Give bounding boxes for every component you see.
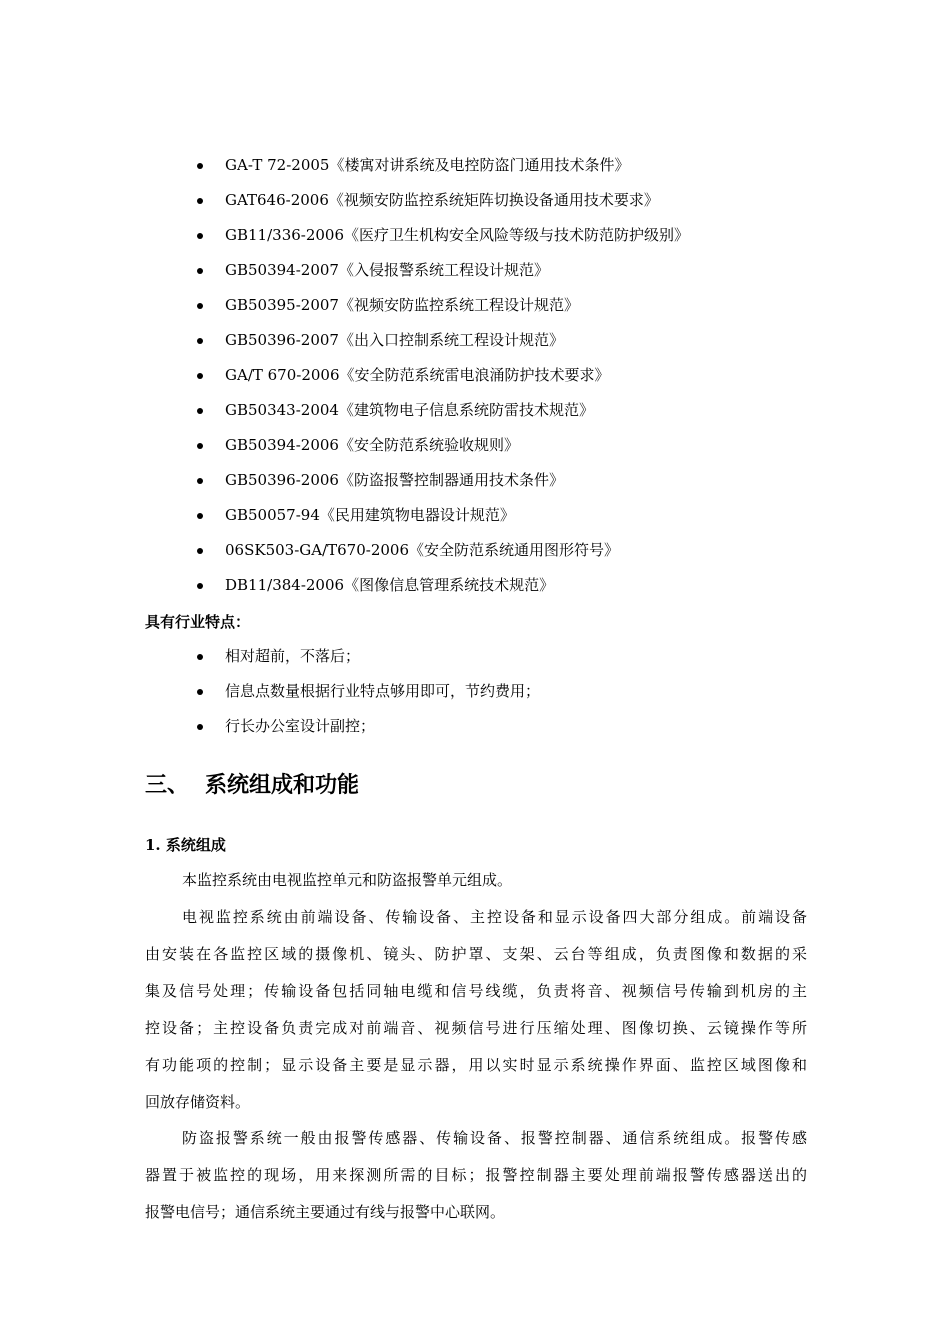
paragraph-line: 防盗报警系统一般由报警传感器、传输设备、报警控制器、通信系统组成。报警传感 bbox=[182, 1129, 807, 1147]
list-item bbox=[145, 288, 825, 323]
standard-text: GAT646-2006《视频安防监控系统矩阵切换设备通用技术要求》 bbox=[225, 191, 659, 209]
standard-text: GA-T 72-2005《楼寓对讲系统及电控防盗门通用技术条件》 bbox=[225, 156, 630, 174]
bullet-icon bbox=[197, 478, 203, 484]
bullet-icon bbox=[197, 583, 203, 589]
standard-text: GB50057-94《民用建筑物电器设计规范》 bbox=[225, 506, 515, 524]
list-item bbox=[145, 253, 825, 288]
bullet-icon bbox=[197, 198, 203, 204]
paragraph-line: 本监控系统由电视监控单元和防盗报警单元组成。 bbox=[182, 871, 513, 889]
paragraph-line: 电视监控系统由前端设备、传输设备、主控设备和显示设备四大部分组成。前端设备 bbox=[182, 908, 807, 926]
paragraph bbox=[145, 899, 807, 1121]
standard-text: GA/T 670-2006《安全防范系统雷电浪涌防护技术要求》 bbox=[225, 366, 610, 384]
standard-text: GB50394-2007《入侵报警系统工程设计规范》 bbox=[225, 261, 549, 279]
bullet-icon bbox=[197, 513, 203, 519]
list-item bbox=[145, 323, 825, 358]
paragraph bbox=[145, 862, 807, 899]
bullet-icon bbox=[197, 233, 203, 239]
list-item bbox=[145, 358, 825, 393]
list-item bbox=[145, 709, 825, 744]
bullet-icon bbox=[197, 654, 203, 660]
feature-text: 相对超前，不落后； bbox=[225, 647, 361, 665]
list-item bbox=[145, 393, 825, 428]
feature-text: 信息点数量根据行业特点够用即可，节约费用； bbox=[225, 682, 541, 700]
standards-list bbox=[145, 148, 825, 603]
standard-text: GB50396-2007《出入口控制系统工程设计规范》 bbox=[225, 331, 564, 349]
standard-text: GB50343-2004《建筑物电子信息系统防雷技术规范》 bbox=[225, 401, 594, 419]
paragraph-line: 集及信号处理；传输设备包括同轴电缆和信号线缆，负责将音、视频信号传输到机房的主 bbox=[145, 982, 807, 1000]
list-item bbox=[145, 498, 825, 533]
bullet-icon bbox=[197, 303, 203, 309]
paragraph-line: 器置于被监控的现场，用来探测所需的目标；报警控制器主要处理前端报警传感器送出的 bbox=[145, 1166, 807, 1184]
paragraph-line: 控设备；主控设备负责完成对前端音、视频信号进行压缩处理、图像切换、云镜操作等所 bbox=[145, 1019, 807, 1037]
list-item bbox=[145, 568, 825, 603]
list-item bbox=[145, 218, 825, 253]
paragraph-line: 由安装在各监控区域的摄像机、镜头、防护罩、支架、云台等组成，负责图像和数据的采 bbox=[145, 945, 807, 963]
bullet-icon bbox=[197, 163, 203, 169]
standard-text: GB11/336-2006《医疗卫生机构安全风险等级与技术防范防护级别》 bbox=[225, 226, 690, 244]
standard-text: GB50394-2006《安全防范系统验收规则》 bbox=[225, 436, 519, 454]
bullet-icon bbox=[197, 689, 203, 695]
bullet-icon bbox=[197, 373, 203, 379]
standard-text: 06SK503-GA/T670-2006《安全防范系统通用图形符号》 bbox=[225, 541, 620, 559]
list-item bbox=[145, 463, 825, 498]
bullet-icon bbox=[197, 724, 203, 730]
section-heading-text: 系统组成和功能 bbox=[205, 772, 360, 798]
list-item bbox=[145, 428, 825, 463]
feature-text: 行长办公室设计副控； bbox=[225, 717, 376, 735]
features-list bbox=[145, 639, 825, 744]
standard-text: GB50395-2007《视频安防监控系统工程设计规范》 bbox=[225, 296, 579, 314]
subsection-heading: 1. 系统组成 bbox=[145, 836, 226, 854]
standard-text: DB11/384-2006《图像信息管理系统技术规范》 bbox=[225, 576, 555, 594]
paragraph-line: 回放存储资料。 bbox=[145, 1093, 251, 1111]
standard-text: GB50396-2006《防盗报警控制器通用技术条件》 bbox=[225, 471, 564, 489]
features-heading: 具有行业特点： bbox=[145, 613, 251, 631]
bullet-icon bbox=[197, 408, 203, 414]
bullet-icon bbox=[197, 548, 203, 554]
paragraph bbox=[145, 1120, 807, 1231]
list-item bbox=[145, 639, 825, 674]
section-number: 三、 bbox=[145, 772, 190, 798]
paragraph-line: 有功能项的控制；显示设备主要是显示器，用以实时显示系统操作界面、监控区域图像和 bbox=[145, 1056, 807, 1074]
bullet-icon bbox=[197, 268, 203, 274]
list-item bbox=[145, 533, 825, 568]
list-item bbox=[145, 674, 825, 709]
list-item bbox=[145, 183, 825, 218]
bullet-icon bbox=[197, 443, 203, 449]
bullet-icon bbox=[197, 338, 203, 344]
paragraph-line: 报警电信号；通信系统主要通过有线与报警中心联网。 bbox=[145, 1203, 506, 1221]
list-item bbox=[145, 148, 825, 183]
